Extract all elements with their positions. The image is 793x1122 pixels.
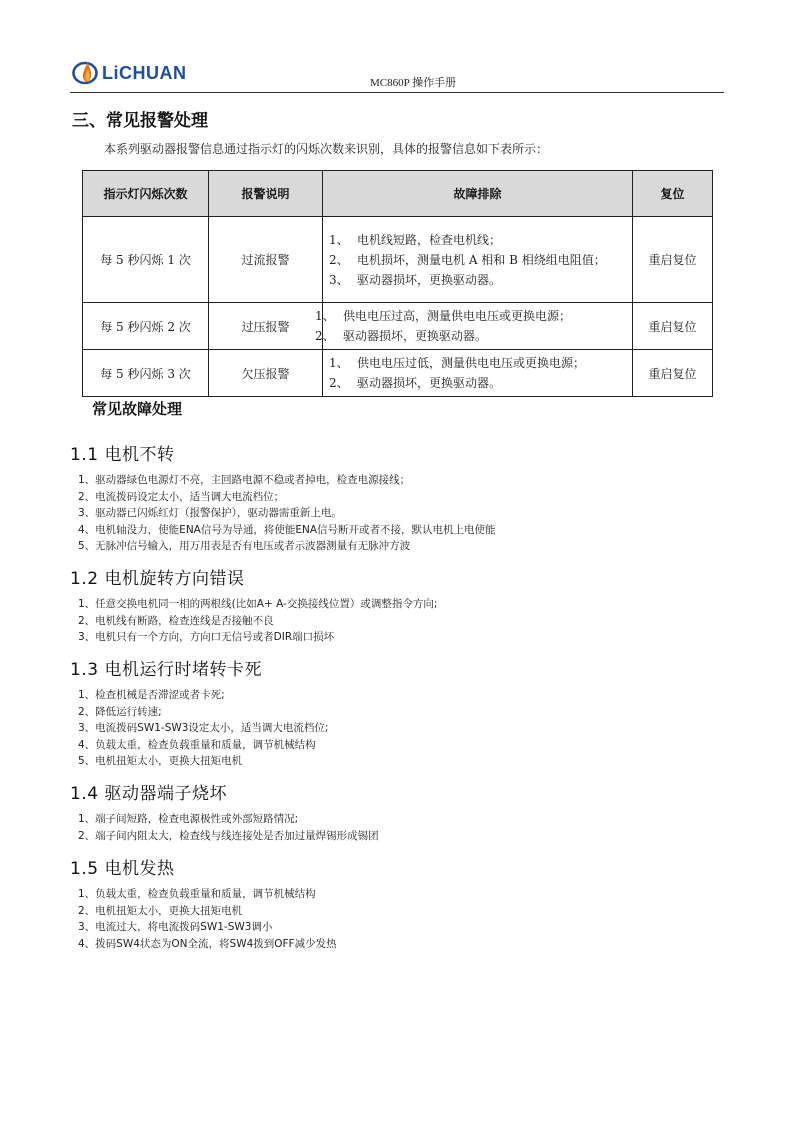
list-motor-heat [78,886,337,952]
list-item: 1、负载太重，检查负载重量和质量，调节机械结构 [78,888,316,900]
alarm-desc-cell: 过流报警 [209,217,323,303]
list-item: 3、电流过大，将电流拨码SW1-SW3调小 [78,921,273,933]
heading-motor-heat: 1.5 电机发热 [70,859,175,879]
fault-cell [315,303,633,350]
list-item: 3、电流拨码SW1-SW3设定太小，适当调大电流档位; [78,722,329,734]
alarm-desc-cell: 过压报警 [209,303,323,350]
blink-cell: 每 5 秒闪烁 3 次 [83,350,209,397]
list-item: 1、驱动器绿色电源灯不亮，主回路电源不稳或者掉电，检查电源接线； [78,474,411,486]
list-item: 2、电机线有断路，检查连线是否接触不良 [78,614,274,627]
fault-item: 2、 电机损坏，测量电机 A 相和 B 相绕组电阻值； [329,252,606,267]
fault-list [309,303,632,349]
list-item: 3、电机只有一个方向，方向口无信号或者DIR端口损坏 [78,631,335,643]
blink-cell: 每 5 秒闪烁 2 次 [83,303,209,350]
list-item: 2、电机扭矩太小，更换大扭矩电机 [78,904,243,917]
fault-cell [323,217,633,303]
heading-motor-not-running: 1.1 电机不转 [70,445,175,465]
logo-text: LiCHUAN [102,63,187,83]
fault-item: 3、 驱动器损坏，更换驱动器。 [329,272,502,287]
fault-item: 1、 供电电压过高，测量供电电压或更换电源； [315,309,572,323]
header-reset: 复位 [633,171,713,217]
list-item: 4、负载太重，检查负载重量和质量，调节机械结构 [78,738,316,751]
fault-cell [323,350,633,397]
list-terminal-burn [78,811,379,844]
list-stall [78,687,328,770]
fault-item: 2、 驱动器损坏，更换驱动器。 [315,329,488,343]
header-blink-count: 指示灯闪烁次数 [83,171,209,217]
list-item: 5、电机扭矩太小，更换大扭矩电机 [78,755,243,767]
fault-item: 1、 电机线短路，检查电机线； [329,232,502,247]
fault-item: 1、 供电电压过低，测量供电电压或更换电源； [329,356,586,370]
list-motor-not-running [78,472,496,555]
heading-terminal-burn: 1.4 驱动器端子烧坏 [70,784,227,804]
alarm-table [82,170,713,397]
document-title: MC860P 操作手册 [370,77,457,89]
list-item: 2、端子间内阻太大，检查线与线连接处是否加过量焊锡形成锡团 [78,829,379,842]
fault-list [323,227,632,293]
list-item: 4、电机轴没力，使能ENA信号为导通，将使能ENA信号断开或者不接，默认电机上电使能 [78,523,496,536]
header-alarm-desc: 报警说明 [209,171,323,217]
reset-cell: 重启复位 [633,350,713,397]
heading-stall: 1.3 电机运行时堵转卡死 [70,660,262,680]
company-logo [72,58,202,88]
list-item: 1、检查机械是否滞涩或者卡死; [78,689,225,701]
header-troubleshooting: 故障排除 [323,171,633,217]
page-header [70,52,724,93]
table-row [83,217,713,303]
faults-section-title: 常见故障处理 [92,400,183,418]
table-row [83,303,713,350]
reset-cell: 重启复位 [633,217,713,303]
list-wrong-direction [78,596,437,646]
blink-cell: 每 5 秒闪烁 1 次 [83,217,209,303]
list-item: 4、拨码SW4状态为ON全流，将SW4拨到OFF减少发热 [78,937,337,950]
list-item: 2、降低运行转速; [78,705,162,718]
section-intro: 本系列驱动器报警信息通过指示灯的闪烁次数来识别，具体的报警信息如下表所示： [104,142,549,156]
table-header-row [83,171,713,217]
table-row [83,350,713,397]
fault-item: 2、 驱动器损坏，更换驱动器。 [329,376,502,390]
list-item: 1、任意交换电机同一相的两根线(比如A+ A-交换接线位置）或调整指令方向; [78,598,438,610]
alarm-desc-cell: 欠压报警 [209,350,323,397]
reset-cell: 重启复位 [633,303,713,350]
fault-list [323,350,632,396]
list-item: 5、无脉冲信号输入，用万用表是否有电压或者示波器测量有无脉冲方波 [78,540,411,552]
list-item: 1、端子间短路，检查电源极性或外部短路情况; [78,813,299,825]
list-item: 2、电流拨码设定太小，适当调大电流档位； [78,490,285,503]
heading-wrong-direction: 1.2 电机旋转方向错误 [70,569,245,589]
section-title: 三、常见报警处理 [72,111,208,131]
flame-logo-icon [72,58,102,86]
list-item: 3、驱动器已闪烁红灯（报警保护），驱动器需重新上电。 [78,507,342,519]
